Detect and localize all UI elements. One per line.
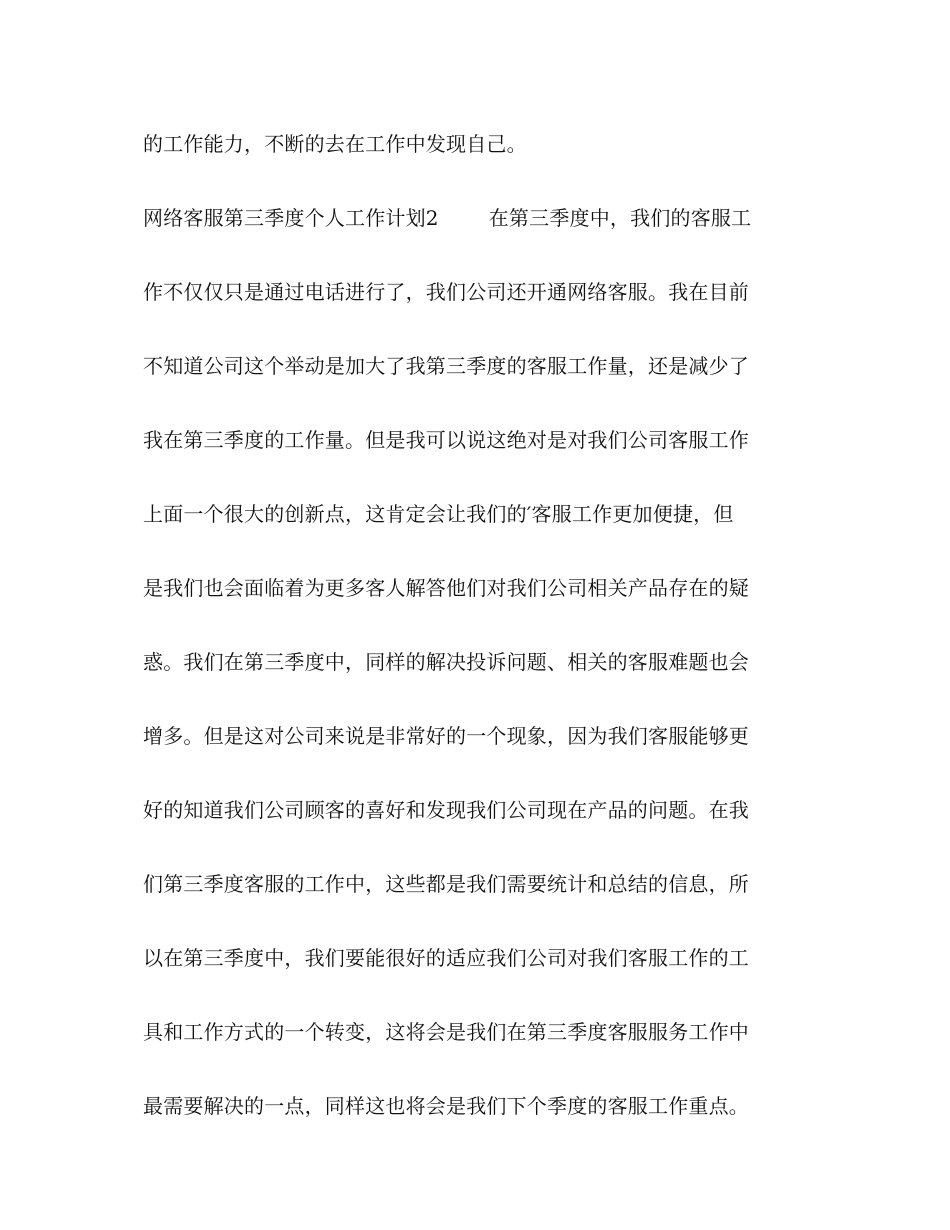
text-line-segment: 在第三季度中，我们的客服工 — [488, 206, 752, 230]
text-line: 是我们也会面临着为更多客人解答他们对我们公司相关产品存在的疑 — [143, 576, 749, 600]
section-heading: 网络客服第三季度个人工作计划2 — [143, 206, 439, 230]
text-line: 好的知道我们公司顾客的喜好和发现我们公司现在产品的问题。在我 — [143, 798, 749, 822]
text-line: 上面一个很大的创新点，这肯定会让我们的′客服工作更加便捷，但 — [143, 502, 734, 526]
section-heading-line — [143, 198, 803, 272]
text-line: 作不仅仅只是通过电话进行了，我们公司还开通网络客服。我在目前 — [143, 280, 749, 304]
text-line: 们第三季度客服的工作中，这些都是我们需要统计和总结的信息，所 — [143, 872, 749, 896]
document-body — [143, 124, 803, 1160]
text-line: 惑。我们在第三季度中，同样的解决投诉问题、相关的客服难题也会 — [143, 650, 749, 674]
text-line: 不知道公司这个举动是加大了我第三季度的客服工作量，还是减少了 — [143, 354, 749, 378]
text-line: 最需要解决的一点，同样这也将会是我们下个季度的客服工作重点。 — [143, 1094, 749, 1118]
text-line: 具和工作方式的一个转变，这将会是我们在第三季度客服服务工作中 — [143, 1020, 749, 1044]
text-line: 增多。但是这对公司来说是非常好的一个现象，因为我们客服能够更 — [143, 724, 749, 748]
text-line: 以在第三季度中，我们要能很好的适应我们公司对我们客服工作的工 — [143, 946, 749, 970]
text-line: 的工作能力，不断的去在工作中发现自己。 — [143, 132, 527, 156]
text-line: 我在第三季度的工作量。但是我可以说这绝对是对我们公司客服工作 — [143, 428, 749, 452]
